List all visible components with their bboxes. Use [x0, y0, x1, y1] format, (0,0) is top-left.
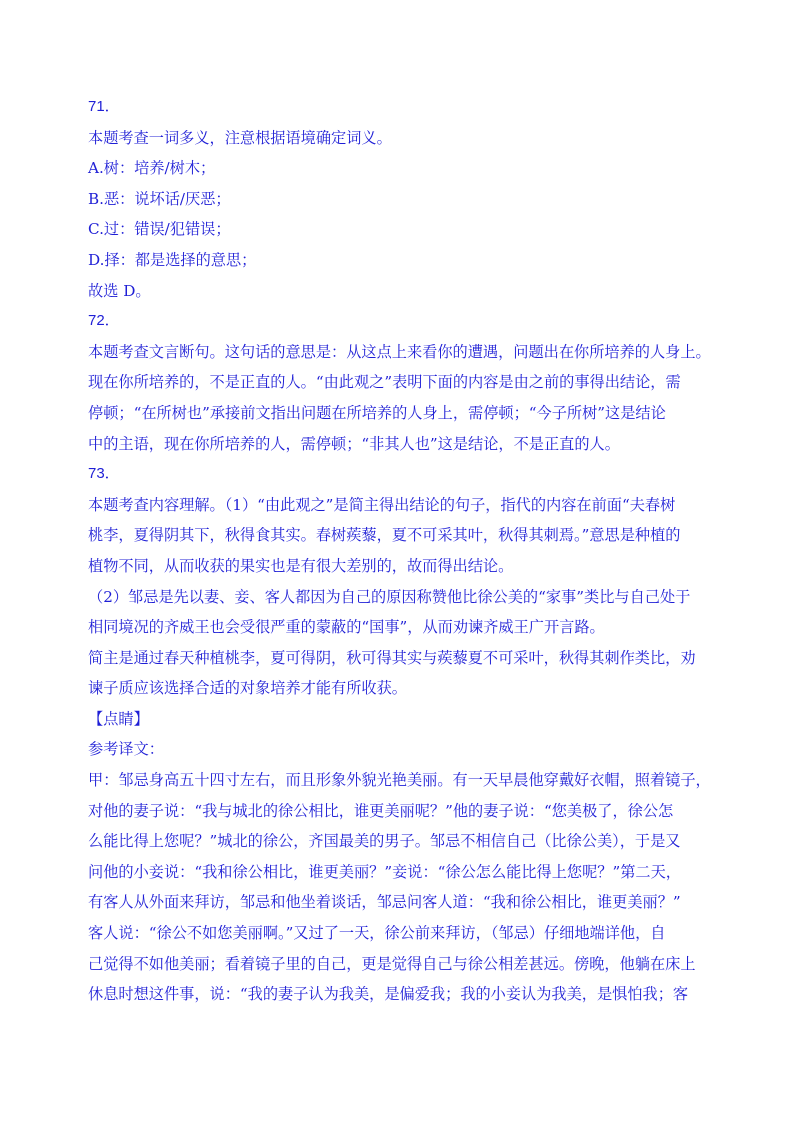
- comment-heading: 【点睛】: [88, 709, 149, 728]
- question-73-line-5: 相同境况的齐威王也会受很严重的蒙蔽的“国事”，从而劝谏齐威王广开言路。: [88, 618, 605, 637]
- question-72-line-1: 本题考查文言断句。这句话的意思是：从这点上来看你的遭遇，问题出在你所培养的人身上。: [88, 342, 711, 361]
- translation-line-1: 甲：邹忌身高五十四寸左右，而且形象外貌光艳美丽。有一天早晨他穿戴好衣帽，照着镜子，: [88, 771, 711, 790]
- translation-line-6: 客人说：“徐公不如您美丽啊。”又过了一天，徐公前来拜访，（邹忌）仔细地端详他，自: [88, 924, 666, 943]
- question-73-line-2: 桃李，夏得阴其下，秋得食其实。春树蒺藜，夏不可采其叶，秋得其刺焉。”意思是种植的: [88, 526, 681, 545]
- question-73-line-4: （2）邹忌是先以妻、妾、客人都因为自己的原因称赞他比徐公美的“家事”类比与自己处于: [88, 587, 691, 606]
- question-73-line-3: 植物不同，从而收获的果实也是有很大差别的，故而得出结论。: [88, 556, 514, 575]
- translation-line-7: 己觉得不如他美丽；看着镜子里的自己，更是觉得自己与徐公相差甚远。傍晚，他躺在床上: [88, 954, 696, 973]
- question-72-line-2: 现在你所培养的，不是正直的人。“由此观之”表明下面的内容是由之前的事得出结论，需: [88, 373, 681, 392]
- question-72-line-4: 中的主语，现在你所培养的人，需停顿；“非其人也”这是结论，不是正直的人。: [88, 434, 620, 453]
- question-73-line-1: 本题考查内容理解。（1）“由此观之”是简主得出结论的句子，指代的内容在前面“夫春树: [88, 495, 676, 514]
- document-page: [88, 92, 728, 1010]
- translation-line-2: 对他的妻子说：“我与城北的徐公相比，谁更美丽呢？”他的妻子说：“您美极了，徐公怎: [88, 801, 674, 820]
- translation-line-4: 问他的小妾说：“我和徐公相比，谁更美丽？”妾说：“徐公怎么能比得上您呢？”第二天，: [88, 862, 681, 881]
- question-72-line-3: 停顿；“在所树也”承接前文指出问题在所培养的人身上，需停顿；“今子所树”这是结论: [88, 403, 666, 422]
- translation-line-3: 么能比得上您呢？”城北的徐公，齐国最美的男子。邹忌不相信自己（比徐公美），于是又: [88, 832, 681, 851]
- question-71-number: 71．: [88, 98, 120, 115]
- question-71-answer: 故选 D。: [88, 281, 151, 300]
- translation-line-5: 有客人从外面来拜访，邹忌和他坐着谈话，邹忌问客人道：“我和徐公相比，谁更美丽？”: [88, 893, 681, 912]
- question-71-option-c: C.过：错误/犯错误；: [88, 220, 231, 239]
- translation-label: 参考译文：: [88, 740, 164, 759]
- question-73-line-7: 谏子质应该选择合适的对象培养才能有所收获。: [88, 679, 407, 698]
- question-71-option-d: D.择：都是选择的意思；: [88, 250, 257, 269]
- question-73-line-6: 简主是通过春天种植桃李，夏可得阴，秋可得其实与蒺藜夏不可采叶，秋得其刺作类比，劝: [88, 648, 696, 667]
- question-73-number: 73．: [88, 465, 120, 483]
- translation-line-8: 休息时想这件事，说：“我的妻子认为我美，是偏爱我；我的小妾认为我美，是惧怕我；客: [88, 985, 689, 1004]
- question-71-option-b: B.恶：说坏话/厌恶；: [88, 189, 231, 208]
- question-72-number: 72．: [88, 312, 120, 330]
- question-71-line-1: 本题考查一词多义，注意根据语境确定词义。: [88, 128, 392, 147]
- question-71-option-a: A.树：培养/树木；: [88, 159, 216, 178]
